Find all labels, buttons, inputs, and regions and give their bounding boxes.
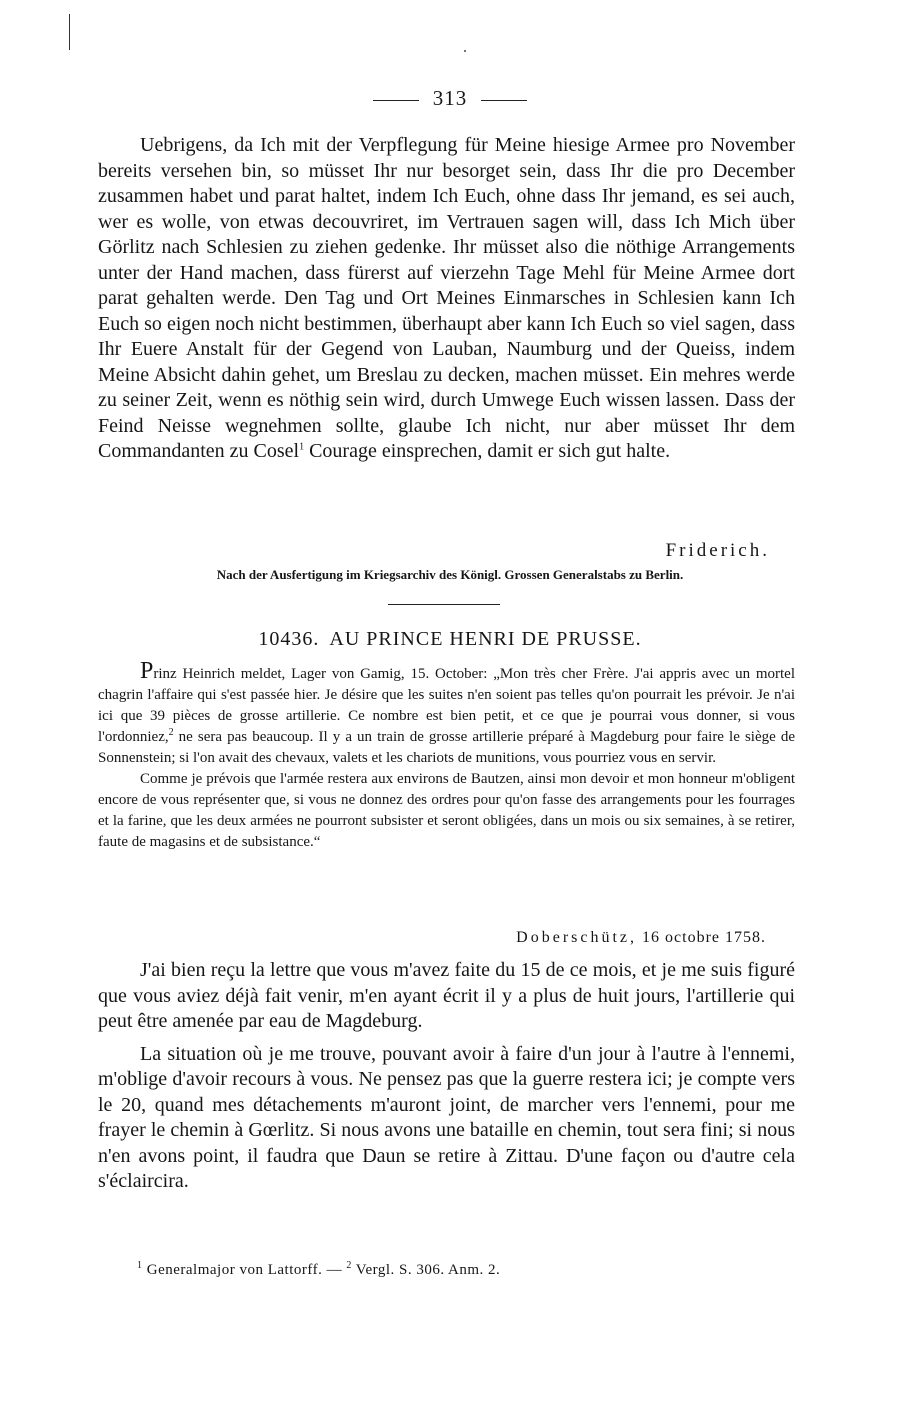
letter-1-text: Uebrigens, da Ich mit der Verpflegung für Meine hiesige Armee pro November bereits versehen bin, so müsset Ihr nur besorget sein, dass Ihr die pro December zusammen habet und parat haltet, indem Ich Euch, ohne dass Ihr jemand, es sei auch, wer es wolle, von etwas decouvriret, im Vertrauen sagen will, dass Ich Mich über Görlitz nach Schlesien zu ziehen gedenke. Ihr müsset also die nöthige Arrangements unter der Hand machen, dass fürerst auf vierzehn Tage Mehl für Meine Armee dort parat gehalten werde. Den Tag und Ort Meines Einmarsches in Schlesien kann Ich Euch so eigen noch nicht bestimmen, überhaupt aber kann Ich Euch so viel sagen, dass Ihr Euere Anstalt für der Gegend von Lauban, Naumburg und der Queiss, indem Meine Absicht dahin gehet, um Breslau zu decken, machen müsset. Ein mehres werde zu seiner Zeit, wenn es nöthig sein wird, durch Umwege Euch wissen lassen. Dass der Feind Neisse wegnehmen sollte, glaube Ich nicht, nur aber müsset Ihr dem Commandanten zu Cosel [98, 134, 795, 462]
letter-1-text-end: Courage einsprechen, damit er sich gut halte. [304, 440, 671, 462]
footnote-ref-1: 1 [299, 441, 305, 453]
summary-paragraph-2: Comme je prévois que l'armée restera aux environs de Bautzen, ainsi mon devoir et mon honneur m'obligent encore de vous représenter que, si vous ne donnez des ordres pour qu'on fasse des arrangements pour les fourrages et la farine, que les deux armées ne pourront subsister et seront obligées, dans un mois ou six semaines, à se retirer, faute de magasins et de subsistance.“ [98, 771, 795, 850]
summary-initial: P [140, 658, 154, 684]
dateline-date: 16 octobre 1758. [642, 929, 766, 946]
letter-2-body [98, 958, 795, 1195]
letter-number: 10436. [258, 628, 320, 650]
dateline [516, 929, 766, 947]
letter-title: AU PRINCE HENRI DE PRUSSE. [329, 628, 642, 650]
summary-paragraph-1 [98, 658, 795, 769]
summary-text-1b: ne sera pas beaucoup. Il y a un train de grosse artillerie préparé à Magdeburg pour faire le siège de Sonnenstein; si l'on avait des chevaux, valets et les chariots de munitions, vous pourriez vous en servir. [98, 729, 795, 766]
page-number: 313 [432, 86, 468, 110]
letter-2-paragraph-1: J'ai bien reçu la lettre que vous m'avez faite du 15 de ce mois, et je me suis figuré que vous aviez déjà fait venir, m'en ayant écrit il y a plus de huit jours, l'artillerie qui peut être amenée par eau de Magdeburg. [98, 959, 795, 1032]
dateline-place: Doberschütz, [516, 929, 638, 946]
signature: Friderich. [665, 540, 770, 561]
footnote-ref-2: 2 [168, 727, 174, 738]
summary-text-1a: rinz Heinrich meldet, Lager von Gamig, 15. October: „Mon très cher Frère. J'ai appris avec un mortel chagrin l'affaire qui s'est passée hier. Je désire que les suites n'en soient pas telles qu'on pourrait les prévoir. Je n'ai ici que 39 pièces de grosse artillerie. Ce nombre est bien petit, et ce que je pourrai vous donner, si vous l'ordonniez, [98, 666, 795, 745]
source-note: Nach der Ausfertigung im Kriegsarchiv des Königl. Grossen Generalstabs zu Berlin. [216, 567, 684, 582]
header-dash-left [373, 100, 419, 101]
section-divider [388, 604, 500, 605]
header-dash-right [481, 100, 527, 101]
letter-1-paragraph [98, 133, 795, 465]
letter-2-summary [98, 658, 795, 853]
scan-dot [464, 50, 466, 52]
footnote-1-text: Generalmajor von Lattorff. — [142, 1262, 347, 1278]
footnote-2-text: Vergl. S. 306. Anm. 2. [351, 1262, 501, 1278]
page-header [0, 86, 900, 111]
footnote-1-mark: 1 [137, 1260, 143, 1271]
footnotes [137, 1262, 500, 1279]
letter-2-paragraph-2: La situation où je me trouve, pouvant avoir à faire d'un jour à l'autre à l'ennemi, m'oblige d'avoir recours à vous. Ne pensez pas que la guerre restera ici; je compte vers le 20, quand mes détachements m'auront joint, de marcher vers l'ennemi, pour me frayer le chemin à Gœrlitz. Si nous avons une bataille en chemin, tout sera fini; si nous n'en avons point, il faudra que Daun se retire à Zittau. D'une façon ou d'autre cela s'éclaircira. [98, 1042, 795, 1192]
letter-1-body [98, 133, 795, 465]
scan-edge-mark [69, 14, 70, 50]
letter-2-heading [0, 628, 900, 651]
footnote-2-mark: 2 [346, 1260, 352, 1271]
